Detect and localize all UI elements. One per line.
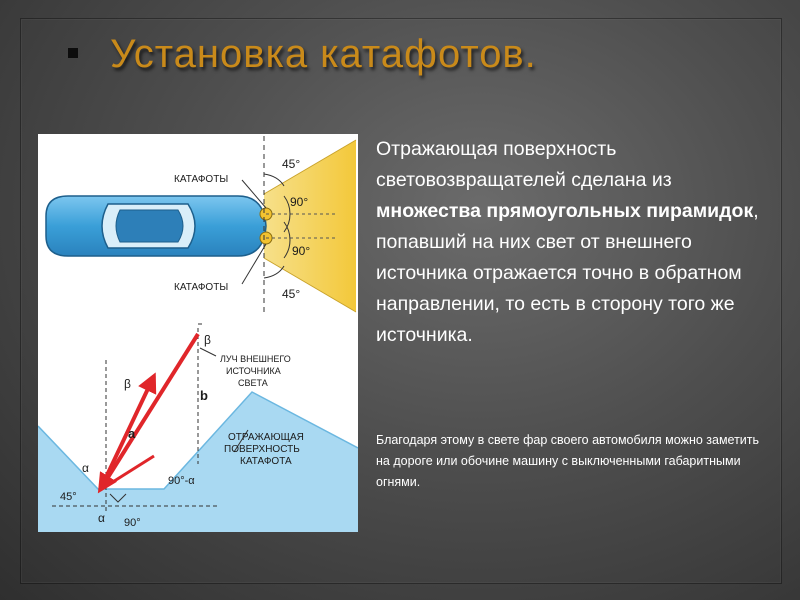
note-paragraph: Благодаря этому в свете фар своего автомобиля можно заметить на дороге или обочине машину с выключенными габаритными огнями.	[376, 433, 760, 489]
ray-label-line2: ИСТОЧНИКА	[226, 366, 281, 376]
ray-incoming	[100, 334, 198, 490]
alpha-lower: α	[98, 511, 105, 525]
ray-label-line1: ЛУЧ ВНЕШНЕГО	[220, 354, 291, 364]
label-a: a	[128, 426, 136, 441]
beta-top: β	[204, 333, 211, 347]
main-paragraph-part1: Отражающая поверхность световозвращателей сделана из	[376, 138, 672, 191]
angle-90-bottom: 90°	[292, 244, 311, 258]
alpha-upper: α	[82, 461, 89, 475]
label-b: b	[200, 388, 208, 403]
diagram-card	[38, 134, 358, 532]
angle-90-base: 90°	[124, 517, 141, 529]
title-bullet	[68, 48, 78, 58]
angle-45-left: 45°	[60, 491, 77, 503]
angle-90-minus-alpha: 90°-α	[168, 475, 195, 487]
car-roof	[116, 210, 183, 242]
ray-label-line3: СВЕТА	[238, 378, 268, 388]
beta-left: β	[124, 377, 131, 391]
leader-ray-label	[200, 348, 216, 356]
slide-title: Установка катафотов.	[110, 32, 537, 76]
reflector-diagram	[38, 134, 358, 532]
main-paragraph	[376, 134, 776, 351]
car	[46, 196, 266, 256]
surface-label-line2: ПОВЕРХНОСТЬ	[224, 444, 300, 455]
surface-label-line3: КАТАФОТА	[240, 456, 292, 467]
surface-label-line1: ОТРАЖАЮЩАЯ	[228, 432, 304, 443]
light-beam	[264, 140, 356, 312]
label-reflectors-top: КАТАФОТЫ	[174, 174, 229, 185]
angle-45-bottom: 45°	[282, 287, 301, 301]
angle-45-top: 45°	[282, 157, 301, 171]
label-reflectors-bottom: КАТАФОТЫ	[174, 282, 229, 293]
main-paragraph-bold: множества прямоугольных пирамидок	[376, 200, 754, 222]
angle-90-top: 90°	[290, 195, 309, 209]
main-paragraph-part2: , попавший на них свет от внешнего источника отражается точно в обратном направлении, то есть в сторону того же источника.	[376, 200, 759, 346]
